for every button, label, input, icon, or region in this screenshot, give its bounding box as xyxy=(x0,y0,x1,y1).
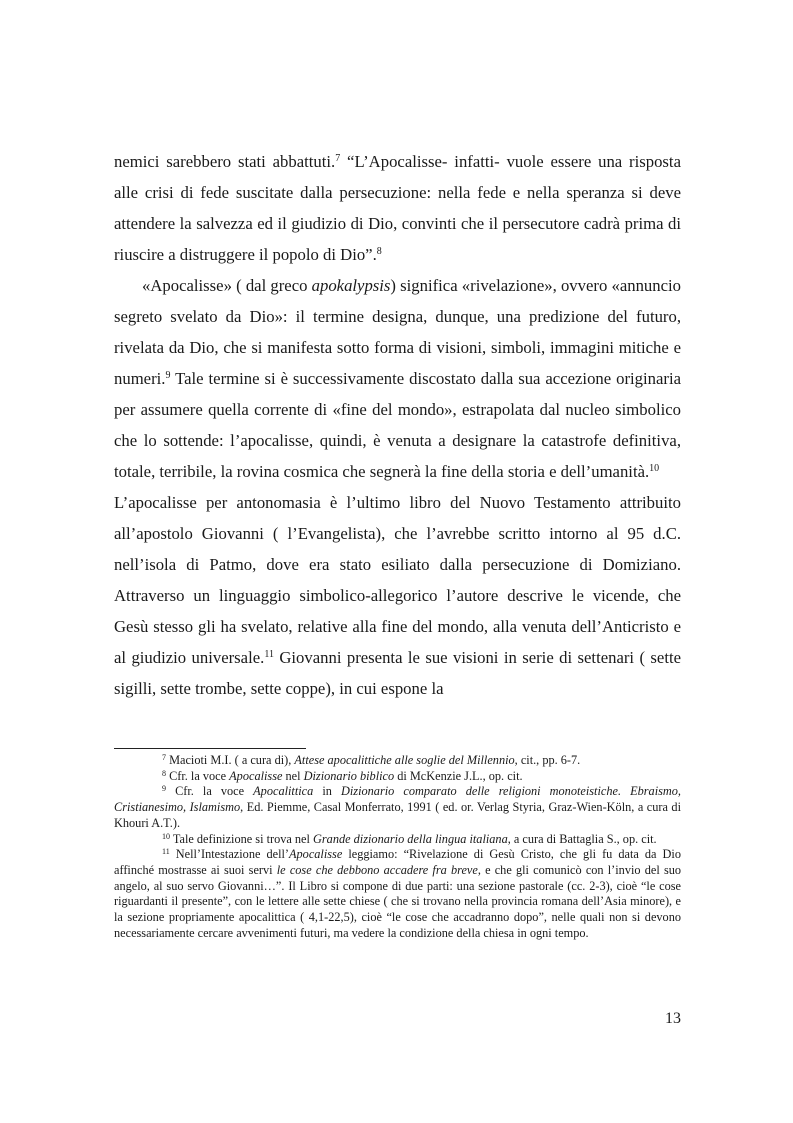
footnote-number: 9 xyxy=(162,784,166,794)
italic-title: Attese apocalittiche alle soglie del Millennio xyxy=(294,753,515,767)
footnotes xyxy=(114,753,681,941)
footnote-7 xyxy=(114,753,681,769)
text-run: nemici sarebbero stati abbattuti. xyxy=(114,152,336,171)
footnote-ref-7: 7 xyxy=(335,153,341,164)
paragraph-3 xyxy=(114,487,681,704)
footnote-number: 10 xyxy=(162,831,170,841)
footnote-number: 8 xyxy=(162,768,166,778)
footnote-number: 11 xyxy=(162,847,170,857)
italic-title: Apocalittica xyxy=(253,784,314,799)
paragraph-2 xyxy=(114,270,681,487)
text-run: di McKenzie J.L., op. cit. xyxy=(394,768,523,783)
text-run: , Ed. Piemme, Casal Monferrato, 1991 ( ed. or. Verlag Styria, Graz-Wien-Köln, a cura di Khouri A.T.). xyxy=(114,800,681,830)
text-run: “L’Apocalisse- infatti- vuole essere una risposta alle crisi di fede suscitate dalla persecuzione: nella fede e nella speranza si deve attendere la salvezza ed il giudizio di Dio, convinti che il persecutore cadrà prima di riuscire a distruggere il popolo di Dio”. xyxy=(114,152,681,264)
footnote-8 xyxy=(114,769,681,785)
text-run: , e che gli comunicò con l’invio del suo angelo, al suo servo Giovanni…”. Il Libro si compone di due parti: una sezione pastorale (cc. 2-3), cioè “le cose riguardanti il presente”, con le lettere alle sette chiese ( che si trovano nella provincia romana dell’Asia minore), e la sezione propriamente apocalittica ( 4,1-22,5), cioè “le cose che accadranno dopo”, nelle quali non si devono necessariamente cercare avvenimenti futuri, ma vedere la condizione della chiesa in ogni tempo. xyxy=(114,862,682,940)
text-run: Tale definizione si trova nel xyxy=(170,831,314,846)
text-run: , cit., pp. 6-7. xyxy=(514,753,581,767)
text-run: Giovanni presenta le sue visioni in serie di settenari ( sette sigilli, sette trombe, sette coppe), in cui espone la xyxy=(114,648,682,698)
page-number: 13 xyxy=(665,1010,681,1027)
italic-title: Grande dizionario della lingua italiana xyxy=(313,831,508,846)
footnote-10 xyxy=(114,832,681,848)
footnote-ref-8: 8 xyxy=(376,246,382,257)
footnote-ref-10: 10 xyxy=(649,463,660,474)
footnote-9 xyxy=(114,784,681,831)
text-run: Tale termine si è successivamente discostato dalla sua accezione originaria per assumere quella corrente di «fine del mondo», estrapolata dal nucleo simbolico che lo sottende: l’apocalisse, quindi, è venuta a designare la catastrofe definitiva, totale, terribile, la rovina cosmica che segnerà la fine della storia e dell’umanità. xyxy=(114,369,681,481)
text-run: Cfr. la voce xyxy=(166,784,254,799)
text-run: «Apocalisse» ( dal greco xyxy=(142,276,312,295)
footnote-ref-11: 11 xyxy=(264,649,274,660)
paragraph-1 xyxy=(114,146,681,270)
text-run: leggiamo: “Rivelazione di Gesù Cristo, che gli fu data da Dio affinché mostrasse ai suoi servi xyxy=(114,847,681,877)
text-run: Cfr. la voce xyxy=(166,768,230,783)
footnote-11 xyxy=(114,847,681,941)
italic-title: Apocalisse xyxy=(229,768,283,783)
footnote-ref-9: 9 xyxy=(165,370,171,381)
italic-title: Dizionario biblico xyxy=(303,768,395,783)
italic-title: Apocalisse xyxy=(289,847,343,862)
text-run: L’apocalisse per antonomasia è l’ultimo libro del Nuovo Testamento attribuito all’apostolo Giovanni ( l’Evangelista), che l’avrebbe scritto intorno al 95 d.C. nell’isola di Patmo, dove era stato esiliato dalla persecuzione di Domiziano. Attraverso un linguaggio simbolico-allegorico l’autore descrive le vicende, che Gesù stesso gli ha svelato, relative alla fine del mondo, alla venuta dell’Anticristo e al giudizio universale. xyxy=(114,493,681,667)
footnote-separator xyxy=(114,748,306,749)
text-run: in xyxy=(313,784,341,799)
text-run: Macioti M.I. ( a cura di), xyxy=(166,753,295,767)
italic-term: apokalypsis xyxy=(311,276,391,295)
text-run: Nell’Intestazione dell’ xyxy=(169,847,290,862)
main-text xyxy=(114,146,681,704)
text-run: nel xyxy=(282,768,304,783)
footnote-number: 7 xyxy=(162,753,166,762)
text-run: ) significa «rivelazione», ovvero «annuncio segreto svelato da Dio»: il termine designa, dunque, una predizione del futuro, rivelata da Dio, che si manifesta sotto forma di visioni, simboli, immagini mitiche e numeri. xyxy=(114,276,681,388)
italic-title: Dizionario comparato delle religioni monoteistiche. Ebraismo, Cristianesimo, Islamismo xyxy=(114,784,682,815)
text-run: , a cura di Battaglia S., op. cit. xyxy=(507,831,657,846)
italic-quote: le cose che debbono accadere fra breve xyxy=(276,862,478,877)
